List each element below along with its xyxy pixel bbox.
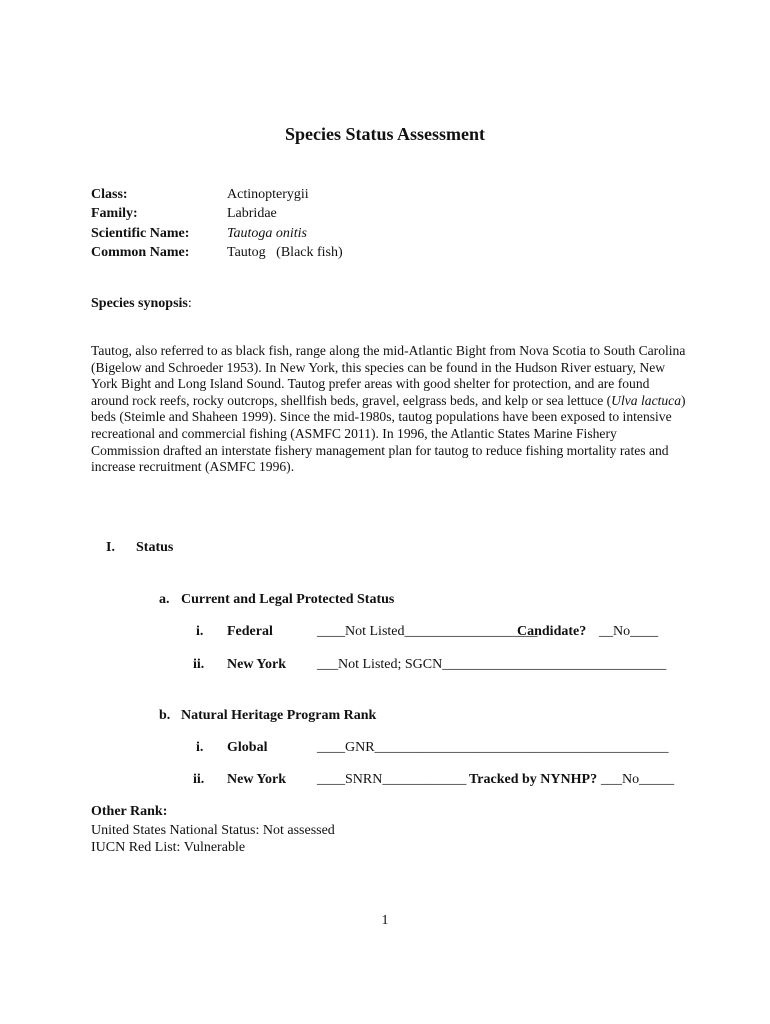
candidate-label: Candidate? — [517, 624, 587, 639]
ny-status-value: ___Not Listed; SGCN________________________________ — [317, 657, 667, 672]
global-numeral: i. — [196, 740, 204, 755]
ny-status-label: New York — [227, 657, 286, 672]
global-label: Global — [227, 740, 268, 755]
synopsis-text-2: ) beds (Steimle and Shaheen 1999). Since the mid-1980s, tautog populations have been exposed to intensive recreational and commercial fishing (ASMFC 2011). In 1996, the Atlantic States Marine Fishery Commission drafted an interstate fishery management plan for tautog to reduce fishing mortality rates and increase recruitment (ASMFC 1996). — [91, 392, 686, 475]
federal-label: Federal — [227, 624, 273, 639]
candidate-value: __No____ — [599, 624, 659, 639]
federal-numeral: i. — [196, 624, 204, 639]
page-title: Species Status Assessment — [284, 124, 485, 144]
scientific-name-value: Tautoga onitis — [227, 226, 308, 241]
tracked-label: Tracked by NYNHP? — [469, 772, 598, 787]
synopsis-label: Species synopsis — [91, 296, 188, 311]
ny-rank-numeral: ii. — [193, 772, 205, 787]
common-name-value: Tautog (Black fish) — [227, 245, 343, 260]
page-number: 1 — [381, 913, 389, 928]
class-label: Class: — [91, 187, 128, 202]
ny-rank-label: New York — [227, 772, 286, 787]
sub-a-letter: a. — [159, 592, 170, 607]
synopsis-colon: : — [187, 296, 192, 311]
scientific-name-label: Scientific Name: — [91, 226, 190, 241]
sub-b-title: Natural Heritage Program Rank — [181, 708, 377, 723]
other-rank-line: United States National Status: Not assessed — [91, 823, 335, 838]
family-label: Family: — [91, 206, 138, 221]
synopsis-text-1: Tautog, also referred to as black fish, range along the mid-Atlantic Bight from Nova Scotia to South Carolina (Bigelow and Schroeder 1953). In New York, this species can be found in the Hudson River estuary, New York Bight and Long Island Sound. Tautog prefer areas with good shelter for protection, and are found around rock reefs, rocky outcrops, shellfish beds, gravel, eelgrass beds, and kelp or sea lettuce ( — [91, 343, 686, 408]
ny-status-numeral: ii. — [193, 657, 205, 672]
synopsis-italic: Ulva lactuca — [611, 392, 682, 408]
common-name-label: Common Name: — [91, 245, 190, 260]
synopsis-heading — [91, 296, 192, 312]
sub-b-letter: b. — [159, 708, 171, 723]
sub-a-title: Current and Legal Protected Status — [181, 592, 395, 607]
section-title: Status — [136, 540, 174, 555]
other-rank-label: Other Rank: — [91, 804, 168, 819]
other-rank-line: IUCN Red List: Vulnerable — [91, 840, 246, 855]
class-value: Actinopterygii — [227, 187, 309, 202]
federal-value: ____Not Listed___________________ — [317, 624, 538, 639]
global-value: ____GNR__________________________________________ — [317, 740, 669, 755]
family-value: Labridae — [227, 206, 277, 221]
synopsis-paragraph — [91, 343, 687, 476]
tracked-value: ___No_____ — [601, 772, 675, 787]
section-numeral: I. — [106, 540, 115, 555]
ny-rank-value: ____SNRN____________ — [317, 772, 467, 787]
